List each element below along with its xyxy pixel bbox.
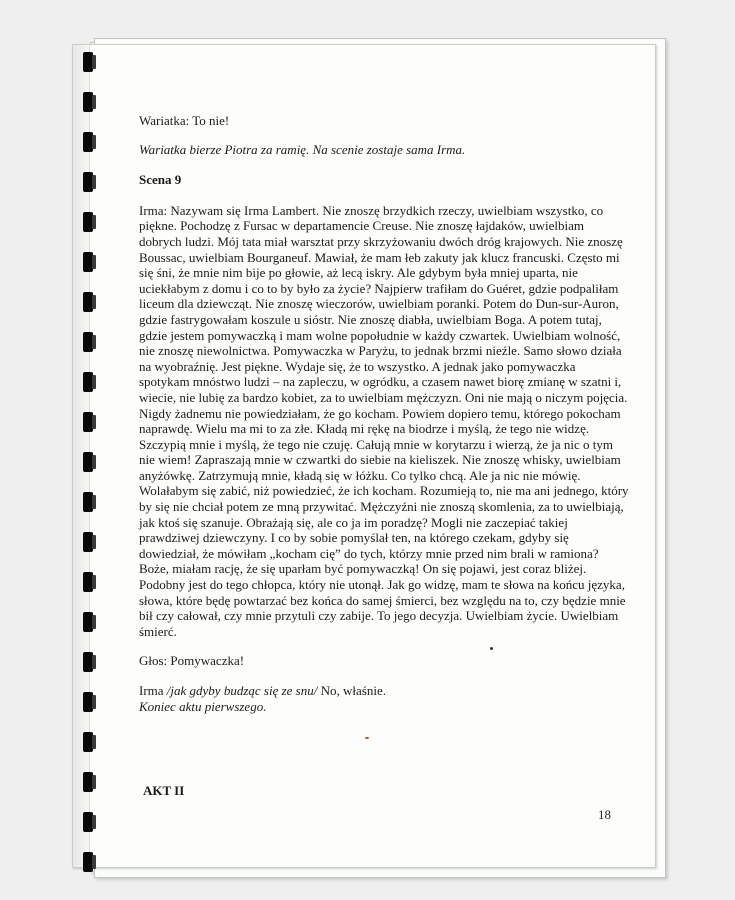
speaker-name: Irma (139, 683, 167, 698)
binding-coil (83, 252, 93, 272)
binding-coil (83, 612, 93, 632)
page-number: 18 (598, 807, 611, 822)
binding-coil (83, 572, 93, 592)
binding-coil (83, 732, 93, 752)
monologue-paragraph: Irma: Nazywam się Irma Lambert. Nie znoszę brzydkich rzeczy, uwielbiam wszystko, co piękne. Pochodzę z Fursac w departamencie Creuse. Nie znoszę łajdaków, uwielbiam dobrych ludzi. Mój tata miał warsztat przy skrzyżowaniu dwóch dróg krajowych. Nie znoszę Boussac, uwielbiam Bourganeuf. Mawiał, że mam łeb zakuty jak klucz francuski. Często mi się śni, że mnie nim bije po głowie, aż lecą iskry. Ale gdybym była mniej uparta, nie uciekłabym z domu i co to by było za życie? Najpierw trafiłam do Guéret, gdzie podpaliłam liceum dla dziewcząt. Nie znoszę wieczorów, uwielbiam poranki. Potem do Dun-sur-Auron, gdzie fastrygowałam koszule u sióstr. Nie znoszę diabła, uwielbiam Boga. A potem tutaj, gdzie jestem pomywaczką i mam wolne popołudnie w każdy czwartek. Uwielbiam wolność, nie znoszę niewolnictwa. Pomywaczka w Paryżu, to jednak brzmi nieźle. Samo słowo działa na wyobraźnię. Jest piękne. Wydaje się, że to wszystko. A jednak jako pomywaczka spotykam mnóstwo ludzi – na zapleczu, w ogródku, a czasem nawet biorę zmianę w szatni i, wiecie, nie lubię za bardzo kobiet, za to uwielbiam mężczyzn. Oni nie mają o niczym pojęcia. Nigdy żadnemu nie powiedziałam, że go kocham. Powiem dopiero temu, którego pokocham naprawdę. Wielu ma mi to za złe. Kładą mi rękę na biodrze i myślą, że tego nie widzę. Szczypią mnie i myślą, że tego nie czuję. Całują mnie w korytarzu i wierzą, że ja nic o tym nie wiem! Zapraszają mnie w czwartki do siebie na kieliszek. Nie znoszę whisky, uwielbiam anyżówkę. Zatrzymują mnie, kładą się w łóżku. Co tylko chcą. Ale ja nic nie mówię. Wolałabym się zabić, niż powiedzieć, że ich kocham. Rozumieją to, nie ma ani jednego, który by się nie chciał potem ze mną przywitać. Mężczyźni nie znoszą skomlenia, za to uwielbiają, jak ktoś się szanuje. Obrażają się, ale co ja im poradzę? Mogli nie zaczepiać takiej prawdziwej dziewczyny. I co by sobie pomyślał ten, na którego czekam, gdyby się dowiedział, że mówiłam „kocham cię” do tych, którzy mnie przed nim brali w ramiona? Boże, miałam rację, że się uparłam być pomywaczką! On się pojawi, jest coraz bliżej. Podobny jest do tego chłopca, który nie utonął. Jak go widzę, mam te słowa na końcu języka, słowa, które będę powtarzać bez końca do samej śmierci, bez względu na to, czy będzie mnie bił czy całował, czy mnie przytuli czy zabije. To jego decyzja. Uwielbiam życie. Uwielbiam śmierć. (139, 202, 629, 639)
binding-coil (83, 692, 93, 712)
dialogue-line: Głos: Pomywaczka! (139, 653, 245, 669)
dialogue-line-irma (139, 683, 629, 699)
scene-heading: Scena 9 (139, 172, 182, 188)
binding-coil (83, 772, 93, 792)
binding-coil (83, 452, 93, 472)
page-content (139, 113, 629, 714)
binding-coil (83, 372, 93, 392)
binding-coil (83, 852, 93, 872)
act-heading: AKT II (143, 783, 185, 798)
binding-coil (83, 132, 93, 152)
binding-coil (83, 532, 93, 552)
binding-coil (83, 292, 93, 312)
binding-coil (83, 172, 93, 192)
binding-coil (83, 812, 93, 832)
ink-speck (365, 737, 369, 739)
act-end-note: Koniec aktu pierwszego. (139, 698, 267, 714)
binding-coil (83, 492, 93, 512)
binding-coil (83, 412, 93, 432)
stage-direction: Wariatka bierze Piotra za ramię. Na scenie zostaje sama Irma. (139, 141, 466, 157)
document-page (72, 44, 656, 868)
binding-coil (83, 652, 93, 672)
binding-coil (83, 52, 93, 72)
binding-coil (83, 212, 93, 232)
stage-direction-inline: /jak gdyby budząc się ze snu/ (166, 683, 318, 698)
binding-coil (83, 332, 93, 352)
dialogue-text: No, właśnie. (317, 683, 386, 698)
ink-speck (490, 647, 493, 650)
binding-coil (83, 92, 93, 112)
dialogue-line: Wariatka: To nie! (139, 113, 230, 128)
